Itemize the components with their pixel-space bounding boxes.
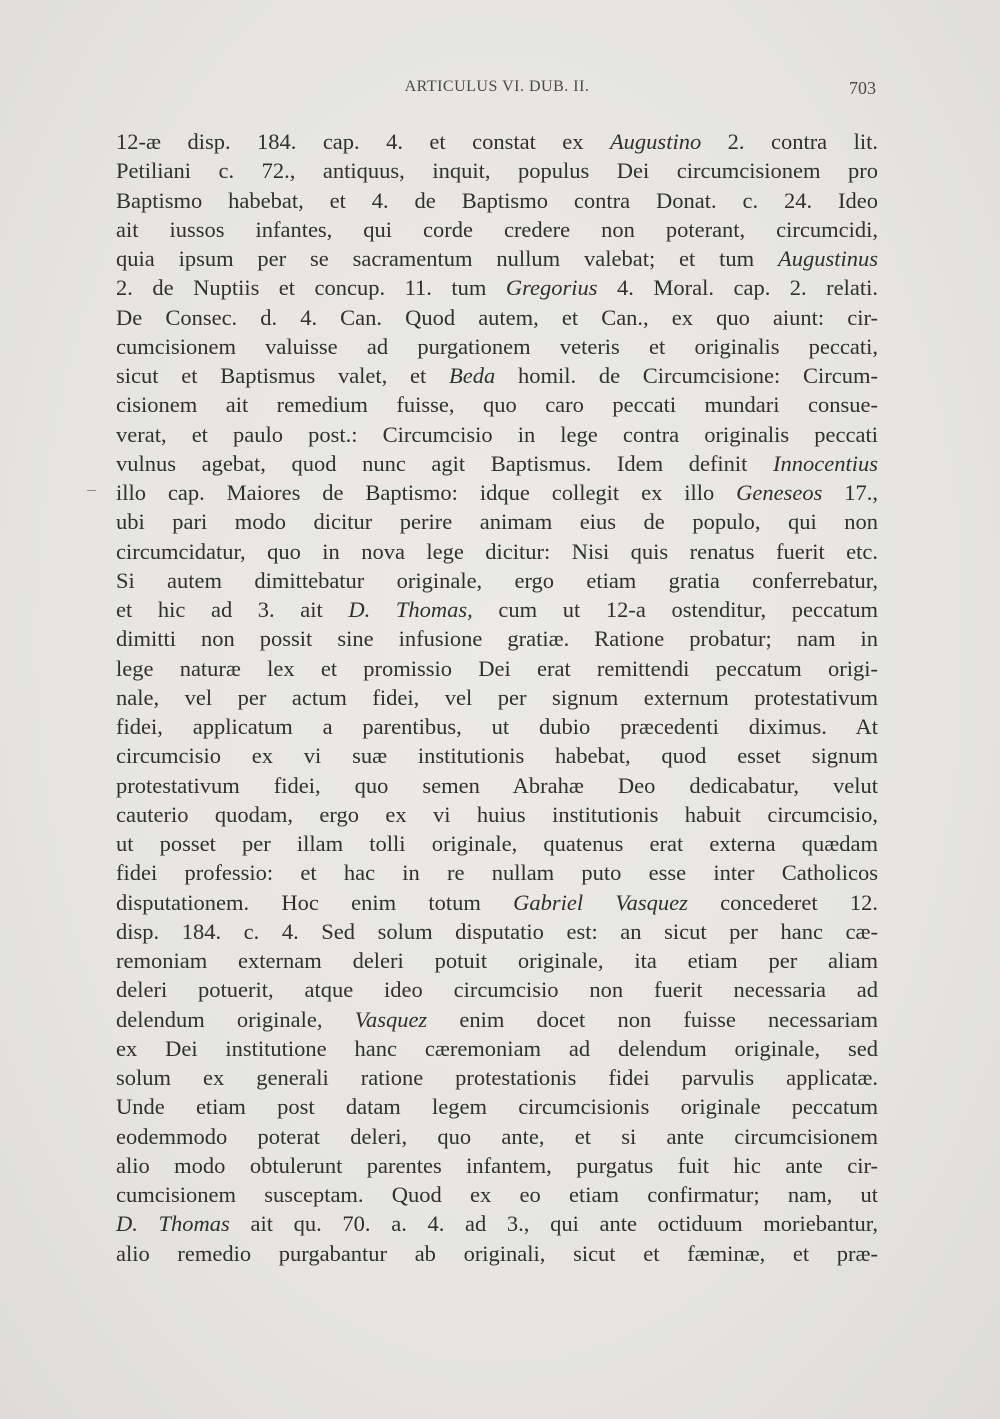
text-segment: delendum originale, [116,1006,355,1032]
text-line [116,1122,878,1151]
text-segment: vulnus agebat, quod nunc agit Baptismus. Idem definit [116,450,774,476]
text-segment: cumcisionem susceptam. Quod ex eo etiam confirmatur; nam, ut [116,1182,878,1207]
text-line [116,712,878,741]
italic-reference: Innocentius [773,450,878,476]
text-line [116,888,878,917]
text-segment: Unde etiam post datam legem circumcisionis originale peccatum [116,1094,878,1120]
text-line [116,975,878,1004]
text-segment: 2. contra lit. [701,129,878,154]
text-line [116,127,878,156]
text-segment: protestativum fidei, quo semen Abrahæ Deo dedicabatur, velut [116,772,878,798]
body-text [116,127,878,1268]
text-segment: ubi pari modo dicitur perire animam eius de populo, qui non [116,509,878,535]
text-segment: ut posset per illam tolli originale, quatenus erat externa quædam [116,831,878,856]
text-line [116,215,878,244]
text-line [116,420,878,449]
text-segment: deleri potuerit, atque ideo circumcisio non fuerit necessaria ad [116,977,878,1003]
text-line [116,654,878,683]
italic-reference: Vasquez [354,1006,428,1032]
text-segment: et hic ad 3. ait [116,597,349,622]
running-head [116,78,878,102]
text-segment: verat, et paulo post.: Circumcisio in lege contra originalis peccati [116,421,878,447]
text-segment: 12-æ disp. 184. cap. 4. et constat ex [116,129,610,154]
text-segment: eodemmodo poterat deleri, quo ante, et si ante circumcisionem [116,1123,878,1149]
text-segment: circumcidatur, quo in nova lege dicitur: Nisi quis renatus fuerit etc. [116,538,878,564]
italic-reference: Augustino [609,129,702,154]
text-line [116,273,878,302]
italic-reference: Geneseos [736,480,823,505]
text-line [116,566,878,595]
text-line [116,390,878,419]
text-segment: lege naturæ lex et promissio Dei erat remittendi peccatum origi- [116,655,878,681]
text-segment: ait qu. 70. a. 4. ad 3., qui ante octiduum moriebantur, [229,1211,878,1237]
text-segment: Si autem dimittebatur originale, ergo etiam gratia conferrebatur, [116,567,878,593]
italic-reference: Gregorius [505,275,598,301]
text-line [116,1151,878,1180]
text-line [116,771,878,800]
text-line [116,537,878,566]
text-segment: disputationem. Hoc enim totum [116,889,514,915]
text-line [116,741,878,770]
text-line [116,624,878,653]
text-segment: quia ipsum per se sacramentum nullum valebat; et tum [116,246,778,271]
margin-mark [87,490,96,491]
text-line [116,1209,878,1238]
text-segment: nale, vel per actum fidei, vel per signum externum protestativum [116,684,878,710]
text-line [116,186,878,215]
italic-reference: Beda [449,363,496,388]
text-line [116,917,878,946]
text-line [116,478,878,507]
text-line [116,858,878,887]
text-segment: 4. Moral. cap. 2. relati. [597,275,879,301]
text-line [116,1180,878,1209]
text-segment: cauterio quodam, ergo ex vi huius institutionis habuit circumcisio, [116,801,878,827]
text-segment: De Consec. d. 4. Can. Quod autem, et Can., ex quo aiunt: cir- [116,304,878,330]
text-line [116,332,878,361]
text-segment: solum ex generali ratione protestationis fidei parvulis applicatæ. [116,1065,878,1090]
italic-reference: D. Thomas [116,1211,230,1237]
text-line [116,683,878,712]
text-segment: 2. de Nuptiis et concup. 11. tum [116,275,506,301]
text-segment: ex Dei institutione hanc cæremoniam ad delendum originale, sed [116,1035,878,1061]
text-line [116,1239,878,1268]
text-segment: sicut et Baptismus valet, et [116,363,449,388]
text-line [116,1063,878,1092]
text-line [116,829,878,858]
text-segment: ait iussos infantes, qui corde credere non poterant, circumcidi, [116,216,878,242]
text-segment: alio remedio purgabantur ab originali, sicut et fæminæ, et præ- [116,1240,878,1266]
italic-reference: Gabriel Vasquez [513,889,688,915]
text-line [116,361,878,390]
text-line [116,1005,878,1034]
text-segment: illo cap. Maiores de Baptismo: idque collegit ex illo [116,480,737,505]
text-line [116,1034,878,1063]
running-title: ARTICULUS VI. DUB. II. [404,78,590,95]
text-segment: cisionem ait remedium fuisse, quo caro peccati mundari consue- [116,392,878,418]
text-segment: concederet 12. [687,889,879,915]
text-segment: enim docet non fuisse necessariam [427,1006,878,1032]
text-segment: circumcisio ex vi suæ institutionis habebat, quod esset signum [116,743,878,769]
text-segment: alio modo obtulerunt parentes infantem, purgatus fuit hic ante cir- [116,1152,878,1178]
text-segment: disp. 184. c. 4. Sed solum disputatio est: an sicut per hanc cæ- [116,918,878,944]
text-segment: cum ut 12-a ostenditur, peccatum [472,597,878,622]
text-line [116,1092,878,1121]
text-line [116,800,878,829]
text-segment: cumcisionem valuisse ad purgationem veteris et originalis peccati, [116,333,878,359]
italic-reference: Augustinus [777,246,878,271]
text-line [116,946,878,975]
text-segment: remoniam externam deleri potuit originale, ita etiam per aliam [116,948,878,973]
text-line [116,156,878,185]
text-line [116,507,878,536]
italic-reference: D. Thomas, [348,597,473,622]
text-segment: dimitti non possit sine infusione gratiæ. Ratione probatur; nam in [116,626,878,652]
text-segment: Petiliani c. 72., antiquus, inquit, populus Dei circumcisionem pro [116,158,878,184]
text-line [116,449,878,478]
text-line [116,303,878,332]
text-segment: fidei professio: et hac in re nullam puto esse inter Catholicos [116,860,878,886]
text-line [116,595,878,624]
text-segment: fidei, applicatum a parentibus, ut dubio præcedenti diximus. At [116,714,878,739]
text-line [116,244,878,273]
page-number: 703 [849,78,876,98]
text-segment: 17., [822,480,879,505]
text-segment: homil. de Circumcisione: Circum- [495,363,878,388]
text-segment: Baptismo habebat, et 4. de Baptismo contra Donat. c. 24. Ideo [116,187,878,213]
